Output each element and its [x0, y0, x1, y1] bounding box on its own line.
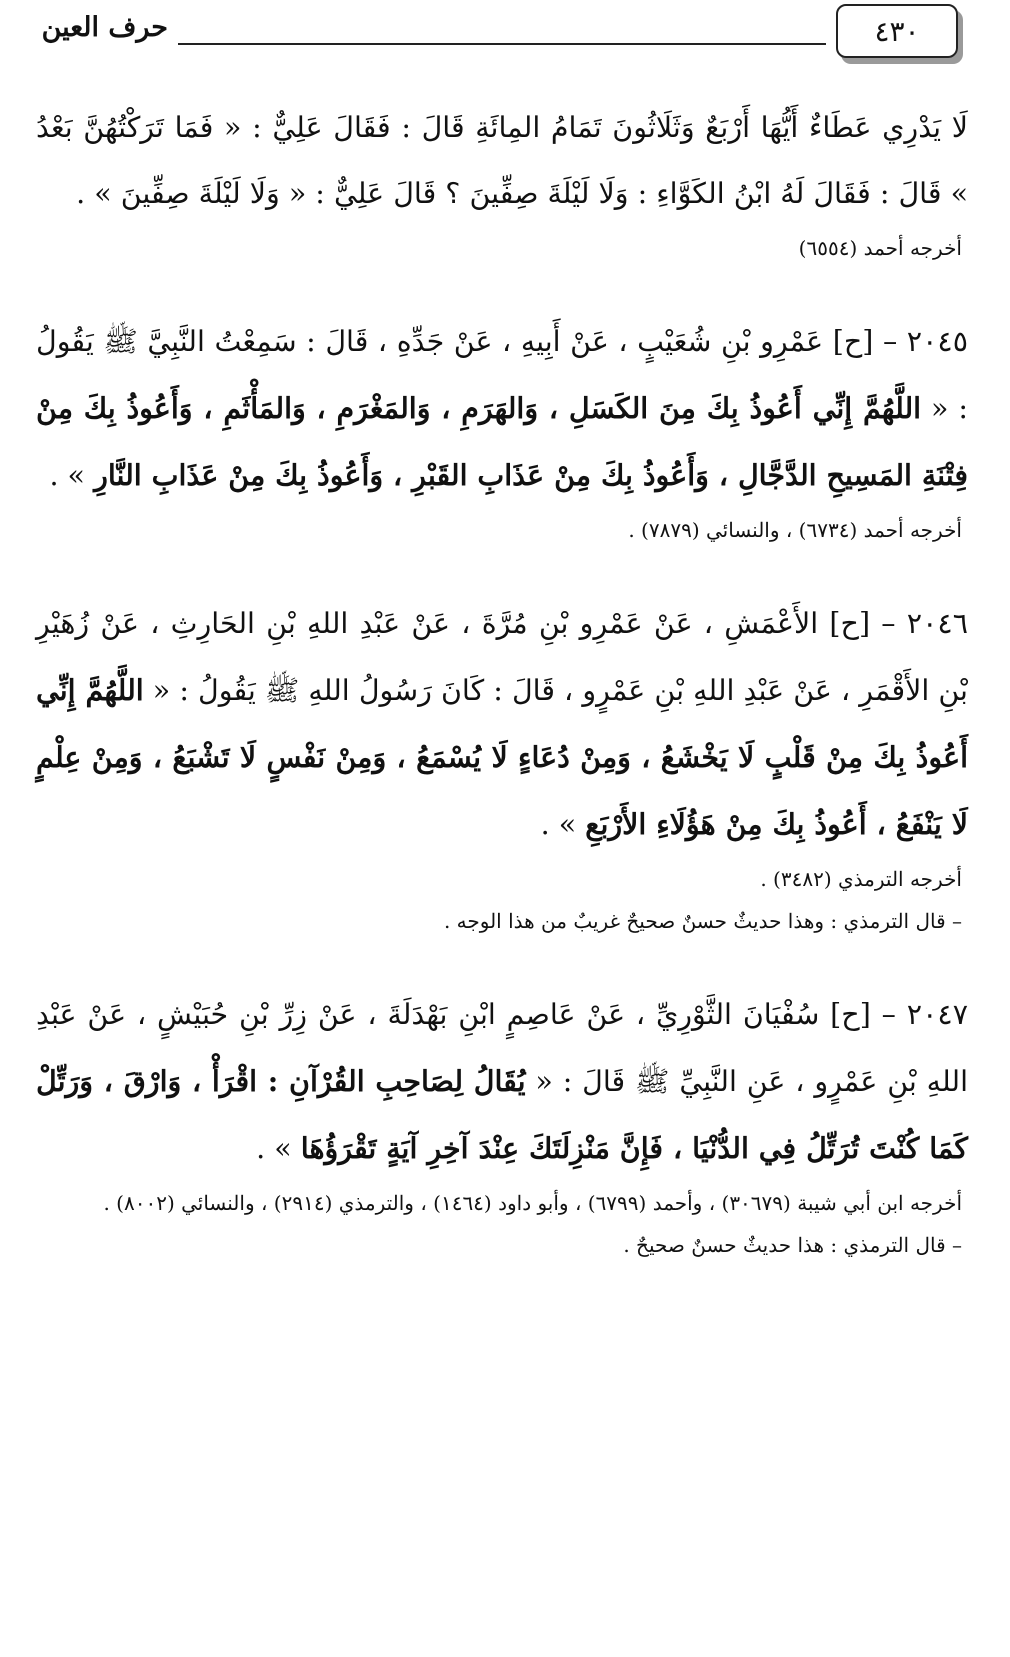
- takhrij-reference: أخرجه أحمد (٦٧٣٤) ، والنسائي (٧٨٧٩) .: [628, 518, 962, 542]
- hadith-matn: اللَّهُمَّ إِنِّي أَعُوذُ بِكَ مِنْ قَلْبٍ لَا يَخْشَعُ ، وَمِنْ دُعَاءٍ لَا يُسْمَعُ ، وَمِنْ نَفْسٍ لَا تَشْبَعُ ، وَمِنْ عِلْمٍ لَا يَنْفَعُ ، أَعُوذُ بِكَ مِنْ هَؤُلَاءِ الأَرْبَعِ: [36, 673, 968, 841]
- hadith-entry-2047: [36, 982, 968, 1266]
- takhrij-reference: أخرجه ابن أبي شيبة (٣٠٦٧٩) ، وأحمد (٦٧٩٩) ، وأبو داود (١٤٦٤) ، والترمذي (٢٩١٤) ، والنسائي (٨٠٠٢) .: [103, 1191, 962, 1215]
- hadith-text: [36, 982, 968, 1182]
- hadith-isnad: [ح] عَمْرِو بْنِ شُعَيْبٍ ، عَنْ أَبِيهِ ، عَنْ جَدِّهِ ، قَالَ : سَمِعْتُ النَّبِيَّ ﷺ يَقُولُ : «: [36, 325, 968, 425]
- grading-note: – قال الترمذي : وهذا حديثٌ حسنٌ صحيحٌ غريبٌ من هذا الوجه .: [443, 909, 962, 933]
- quote-close: » .: [49, 459, 85, 492]
- entry-intro: [36, 95, 968, 269]
- quote-close: » .: [540, 808, 577, 841]
- chapter-title: حرف العين: [41, 12, 168, 43]
- hadith-matn: اللَّهُمَّ إِنِّي أَعُوذُ بِكَ مِنَ الكَسَلِ ، وَالهَرَمِ ، وَالمَغْرَمِ ، وَالمَأْثَمِ ، وَأَعُوذُ بِكَ مِنْ فِتْنَةِ المَسِيحِ الدَّجَّالِ ، وَأَعُوذُ بِكَ مِنْ عَذَابِ القَبْرِ ، وَأَعُوذُ بِكَ مِنْ عَذَابِ النَّارِ: [36, 391, 968, 492]
- hadith-number: ٢٠٤٦ –: [881, 607, 969, 640]
- grading-note: – قال الترمذي : هذا حديثٌ حسنٌ صحيحٌ .: [623, 1233, 962, 1257]
- page-number: ٤٣٠: [874, 14, 920, 48]
- hadith-isnad: [ح] سُفْيَانَ الثَّوْرِيِّ ، عَنْ عَاصِمٍ ابْنِ بَهْدَلَةَ ، عَنْ زِرِّ بْنِ حُبَيْشٍ ، عَنْ عَبْدِ اللهِ بْنِ عَمْرٍو ، عَنِ النَّبِيِّ ﷺ قَالَ : «: [36, 998, 968, 1098]
- text-line: قَالَ : فَقَالَ لَهُ ابْنُ الكَوَّاءِ : وَلَا لَيْلَةَ صِفِّينَ ؟ قَالَ عَلِيٌّ : « وَلَا لَيْلَةَ صِفِّينَ » .: [76, 177, 942, 210]
- hadith-entry-2046: [36, 591, 968, 942]
- text-line: لَا يَدْرِي عَطَاءٌ أَيُّهَا أَرْبَعٌ وَثَلَاثُونَ تَمَامُ المِائَةِ قَالَ : فَقَالَ عَلِيٌّ : « فَمَا تَرَكْتُهُنَّ بَعْدُ »: [36, 111, 968, 210]
- hadith-entry-2045: [36, 309, 968, 551]
- takhrij-reference: أخرجه الترمذي (٣٤٨٢) .: [760, 867, 962, 891]
- hadith-number: ٢٠٤٥ –: [882, 325, 968, 358]
- hadith-text: [36, 591, 968, 858]
- hadith-matn: يُقَالُ لِصَاحِبِ القُرْآنِ : اقْرَأْ ، وَارْقَ ، وَرَتِّلْ كَمَا كُنْتَ تُرَتِّلُ فِي الدُّنْيَا ، فَإِنَّ مَنْزِلَتَكَ عِنْدَ آخِرِ آيَةٍ تَقْرَؤُهَا: [36, 1064, 968, 1165]
- quote-close: » .: [256, 1132, 292, 1165]
- page-content: [36, 95, 968, 1266]
- hadith-text: [36, 309, 968, 509]
- takhrij-reference: أخرجه أحمد (٦٥٥٤): [798, 236, 962, 260]
- header-rule: [178, 43, 826, 45]
- hadith-isnad: [ح] الأَعْمَشِ ، عَنْ عَمْرِو بْنِ مُرَّةَ ، عَنْ عَبْدِ اللهِ بْنِ الحَارِثِ ، عَنْ زُهَيْرِ بْنِ الأَقْمَرِ ، عَنْ عَبْدِ اللهِ بْنِ عَمْرٍو ، قَالَ : كَانَ رَسُولُ اللهِ ﷺ يَقُولُ : «: [36, 607, 968, 707]
- hadith-text: [36, 95, 968, 227]
- page-number-box: [836, 4, 958, 58]
- page-header: [0, 0, 1010, 70]
- hadith-number: ٢٠٤٧ –: [881, 998, 969, 1031]
